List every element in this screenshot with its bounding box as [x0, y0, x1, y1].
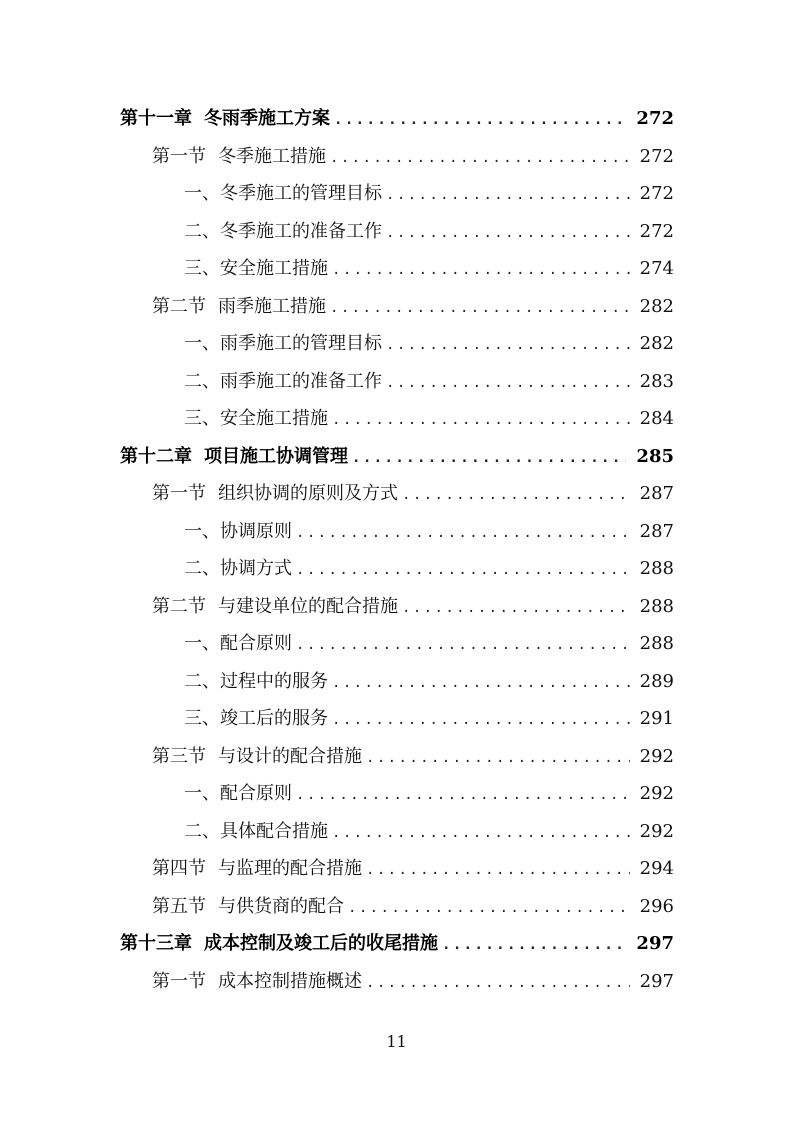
toc-entry-text — [152, 888, 348, 926]
toc-dot-leader — [330, 140, 630, 178]
toc-entry-page: 287 — [639, 483, 674, 504]
toc-entry-page: 294 — [639, 858, 674, 879]
toc-subsection-entry[interactable] — [120, 250, 674, 288]
toc-entry-title: 冬雨季施工方案 — [204, 108, 330, 129]
toc-section-entry[interactable] — [120, 963, 674, 1001]
toc-subsection-entry[interactable] — [120, 325, 674, 363]
toc-entry-title: 与供货商的配合 — [218, 895, 344, 917]
toc-entry-title: 一、配合原则 — [184, 633, 292, 654]
toc-subsection-entry[interactable] — [120, 175, 674, 213]
toc-entry-page: 292 — [639, 745, 674, 767]
toc-chapter-entry[interactable] — [120, 438, 674, 476]
toc-subsection-entry[interactable] — [120, 513, 674, 551]
toc-section-entry[interactable] — [120, 475, 674, 513]
toc-dot-leader — [296, 777, 630, 815]
toc-entry-text — [152, 138, 330, 176]
toc-entry-title: 一、配合原则 — [184, 783, 292, 804]
toc-dot-leader — [332, 702, 630, 740]
table-of-contents — [120, 100, 674, 1000]
toc-dot-leader — [366, 740, 630, 778]
page-number: 11 — [386, 1032, 407, 1051]
toc-entry-text — [120, 925, 442, 963]
toc-dot-leader — [332, 252, 630, 290]
toc-entry-text — [152, 850, 366, 888]
toc-entry-title: 二、过程中的服务 — [184, 670, 328, 692]
toc-subsection-entry[interactable] — [120, 813, 674, 851]
toc-entry-title: 三、安全施工措施 — [184, 258, 328, 279]
toc-entry-page: 283 — [639, 370, 674, 392]
toc-entry-page: 287 — [639, 520, 674, 542]
toc-entry-title: 二、协调方式 — [184, 558, 292, 579]
toc-entry-title: 雨季施工措施 — [218, 295, 326, 317]
toc-entry-title: 二、具体配合措施 — [184, 820, 328, 842]
toc-dot-leader — [402, 590, 630, 628]
toc-entry-page: 272 — [639, 183, 674, 204]
toc-entry-page: 297 — [639, 970, 674, 992]
toc-dot-leader — [386, 177, 630, 215]
toc-dot-leader — [352, 440, 626, 478]
toc-entry-text — [152, 738, 366, 776]
toc-dot-leader — [296, 515, 630, 553]
toc-section-entry[interactable] — [120, 850, 674, 888]
toc-subsection-entry[interactable] — [120, 213, 674, 251]
toc-entry-title: 与建设单位的配合措施 — [218, 595, 398, 617]
toc-subsection-entry[interactable] — [120, 400, 674, 438]
toc-entry-title: 成本控制及竣工后的收尾措施 — [204, 933, 438, 954]
toc-entry-page: 288 — [639, 595, 674, 617]
toc-entry-number: 第三节 — [152, 745, 206, 767]
toc-dot-leader — [386, 215, 630, 253]
toc-entry-text — [184, 663, 332, 701]
toc-entry-number: 第一节 — [152, 483, 206, 504]
toc-entry-page: 292 — [639, 783, 674, 804]
toc-subsection-entry[interactable] — [120, 625, 674, 663]
toc-dot-leader — [386, 327, 630, 365]
toc-entry-text — [184, 213, 386, 251]
toc-entry-text — [120, 438, 352, 476]
toc-entry-title: 与监理的配合措施 — [218, 858, 362, 879]
toc-entry-text — [184, 513, 296, 551]
toc-chapter-entry[interactable] — [120, 925, 674, 963]
toc-entry-text — [184, 175, 386, 213]
toc-dot-leader — [296, 627, 630, 665]
toc-entry-title: 组织协调的原则及方式 — [218, 483, 398, 504]
toc-entry-text — [184, 550, 296, 588]
toc-entry-title: 一、协调原则 — [184, 520, 292, 542]
toc-dot-leader — [332, 402, 630, 440]
toc-entry-page: 297 — [636, 933, 674, 954]
toc-chapter-entry[interactable] — [120, 100, 674, 138]
toc-dot-leader — [386, 365, 630, 403]
toc-subsection-entry[interactable] — [120, 363, 674, 401]
toc-entry-text — [184, 775, 296, 813]
toc-entry-number: 第一节 — [152, 970, 206, 992]
toc-section-entry[interactable] — [120, 888, 674, 926]
toc-entry-title: 一、冬季施工的管理目标 — [184, 183, 382, 204]
toc-entry-number: 第十一章 — [120, 108, 192, 129]
toc-entry-page: 296 — [639, 895, 674, 917]
toc-entry-page: 288 — [639, 558, 674, 579]
toc-entry-page: 282 — [639, 333, 674, 354]
toc-entry-page: 274 — [639, 258, 674, 279]
toc-entry-page: 282 — [639, 295, 674, 317]
toc-entry-text — [152, 288, 330, 326]
toc-dot-leader — [330, 290, 630, 328]
toc-dot-leader — [332, 665, 630, 703]
toc-entry-page: 272 — [639, 220, 674, 242]
toc-entry-number: 第一节 — [152, 145, 206, 167]
toc-entry-title: 成本控制措施概述 — [218, 970, 362, 992]
toc-entry-title: 项目施工协调管理 — [204, 445, 348, 467]
toc-entry-page: 291 — [639, 708, 674, 729]
toc-entry-number: 第二节 — [152, 295, 206, 317]
toc-subsection-entry[interactable] — [120, 775, 674, 813]
toc-entry-text — [152, 963, 366, 1001]
toc-dot-leader — [366, 965, 630, 1003]
toc-subsection-entry[interactable] — [120, 663, 674, 701]
toc-entry-text — [184, 325, 386, 363]
toc-dot-leader — [402, 477, 630, 515]
toc-entry-text — [184, 250, 332, 288]
toc-entry-text — [184, 813, 332, 851]
toc-entry-text — [184, 625, 296, 663]
toc-entry-number: 第二节 — [152, 595, 206, 617]
toc-section-entry[interactable] — [120, 138, 674, 176]
toc-dot-leader — [334, 102, 626, 140]
toc-entry-text — [152, 475, 402, 513]
toc-dot-leader — [442, 927, 626, 965]
toc-dot-leader — [348, 890, 630, 928]
toc-section-entry[interactable] — [120, 288, 674, 326]
toc-section-entry[interactable] — [120, 738, 674, 776]
toc-entry-title: 三、安全施工措施 — [184, 408, 328, 429]
toc-entry-title: 冬季施工措施 — [218, 145, 326, 167]
toc-entry-number: 第四节 — [152, 858, 206, 879]
toc-entry-page: 289 — [639, 670, 674, 692]
toc-entry-number: 第十二章 — [120, 445, 192, 467]
toc-subsection-entry[interactable] — [120, 550, 674, 588]
toc-entry-text — [184, 400, 332, 438]
toc-entry-number: 第十三章 — [120, 933, 192, 954]
toc-dot-leader — [366, 852, 630, 890]
toc-entry-title: 二、雨季施工的准备工作 — [184, 370, 382, 392]
toc-entry-text — [120, 100, 334, 138]
toc-entry-page: 292 — [639, 820, 674, 842]
toc-dot-leader — [332, 815, 630, 853]
toc-subsection-entry[interactable] — [120, 700, 674, 738]
toc-entry-text — [184, 700, 332, 738]
toc-entry-page: 272 — [636, 108, 674, 129]
toc-entry-page: 288 — [639, 633, 674, 654]
toc-entry-number: 第五节 — [152, 895, 206, 917]
toc-dot-leader — [296, 552, 630, 590]
toc-entry-text — [184, 363, 386, 401]
toc-entry-page: 284 — [639, 408, 674, 429]
toc-section-entry[interactable] — [120, 588, 674, 626]
toc-entry-page: 285 — [636, 445, 674, 467]
toc-entry-title: 三、竣工后的服务 — [184, 708, 328, 729]
toc-entry-title: 与设计的配合措施 — [218, 745, 362, 767]
toc-entry-page: 272 — [639, 145, 674, 167]
toc-entry-title: 二、冬季施工的准备工作 — [184, 220, 382, 242]
toc-entry-text — [152, 588, 402, 626]
toc-entry-title: 一、雨季施工的管理目标 — [184, 333, 382, 354]
